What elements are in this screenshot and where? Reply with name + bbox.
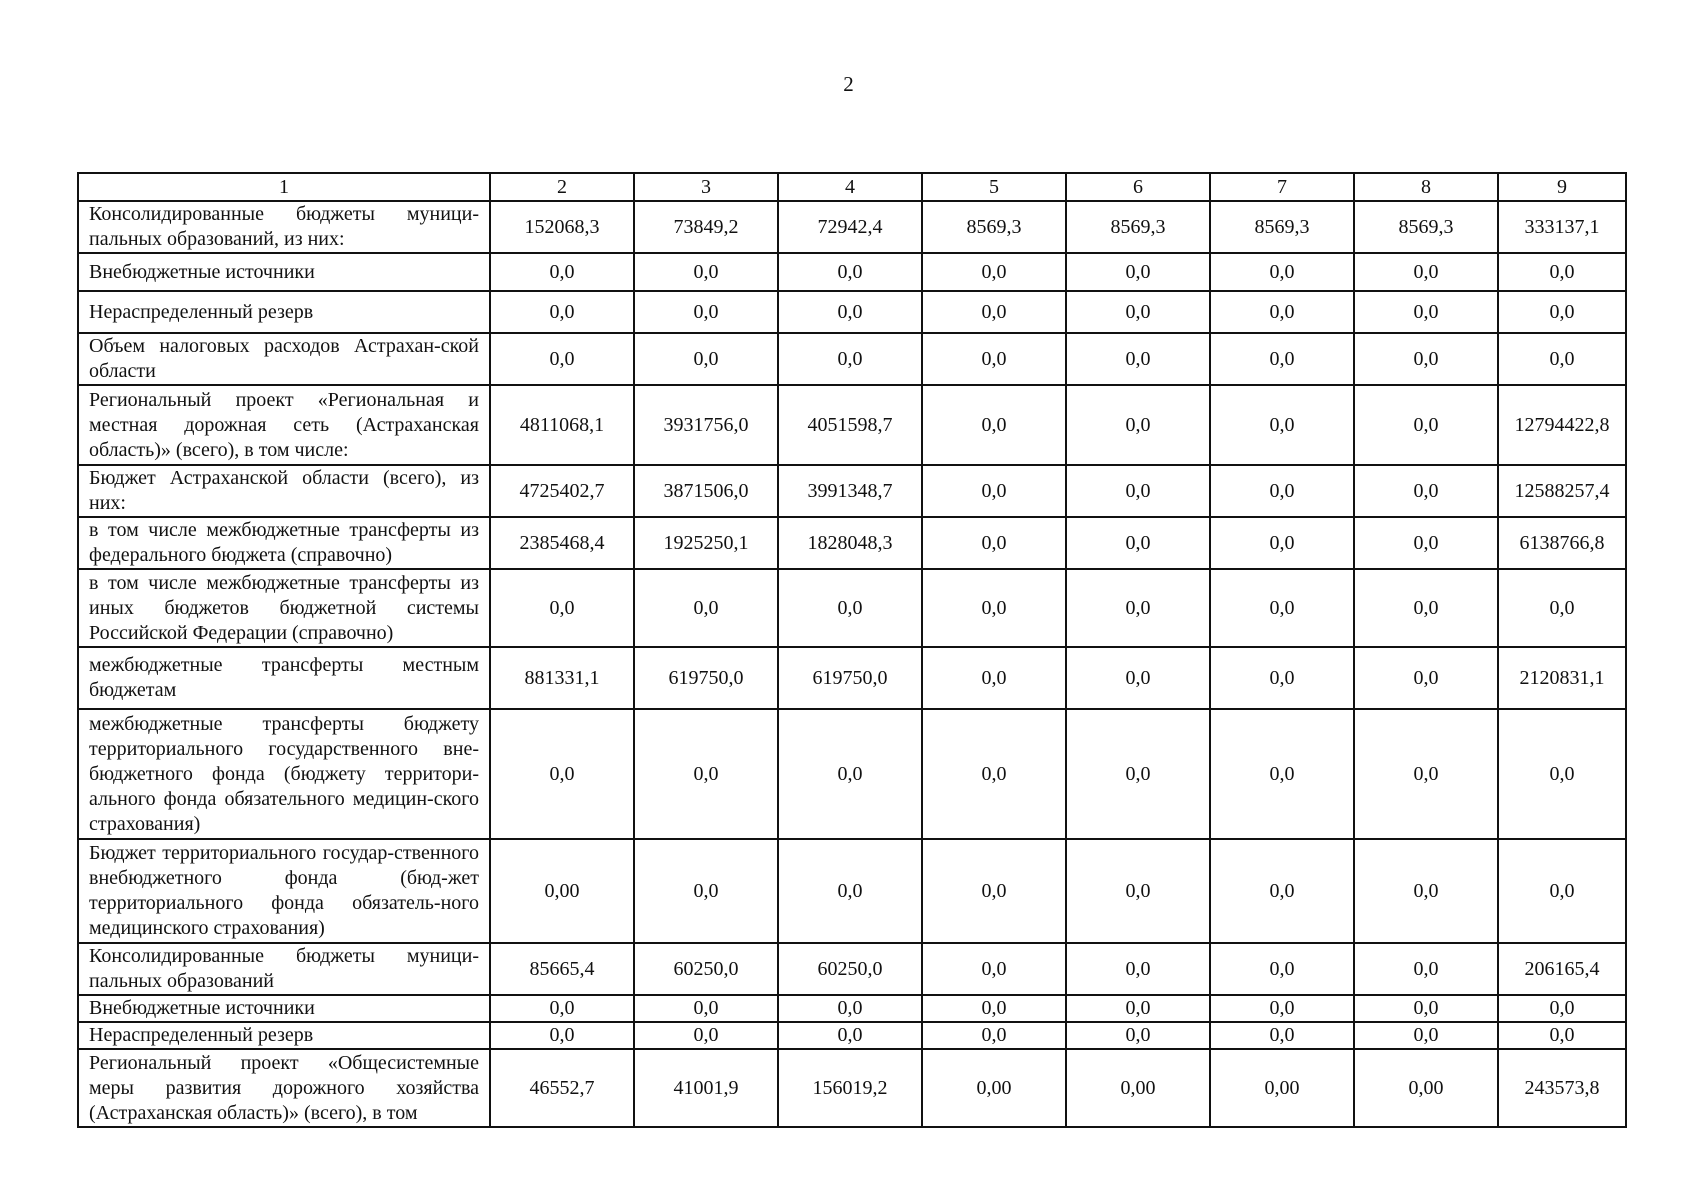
row-label: Региональный проект «Региональная и местная дорожная сеть (Астраханская область)» (всего), в том числе: [78, 385, 490, 465]
value-cell: 0,0 [1354, 253, 1498, 291]
value-cell: 0,0 [1210, 995, 1354, 1022]
value-cell: 0,0 [490, 333, 634, 385]
table-row [78, 465, 1626, 517]
value-cell: 0,0 [922, 253, 1066, 291]
value-cell: 0,0 [490, 569, 634, 647]
value-cell: 0,0 [1066, 291, 1210, 333]
value-cell: 0,0 [490, 995, 634, 1022]
value-cell: 0,0 [922, 647, 1066, 709]
value-cell: 8569,3 [1354, 201, 1498, 253]
budget-table [77, 172, 1627, 1128]
value-cell: 0,0 [1210, 647, 1354, 709]
row-label: Бюджет Астраханской области (всего), из них: [78, 465, 490, 517]
value-cell: 4725402,7 [490, 465, 634, 517]
row-label: Нераспределенный резерв [78, 1022, 490, 1049]
row-label: в том числе межбюджетные трансферты из федерального бюджета (справочно) [78, 517, 490, 569]
value-cell: 72942,4 [778, 201, 922, 253]
row-label: в том числе межбюджетные трансферты из иных бюджетов бюджетной системы Российской Федерации (справочно) [78, 569, 490, 647]
value-cell: 0,0 [1498, 333, 1626, 385]
value-cell: 73849,2 [634, 201, 778, 253]
value-cell: 0,0 [634, 253, 778, 291]
value-cell: 0,0 [1354, 385, 1498, 465]
row-label: межбюджетные трансферты бюджету территориального государственного вне-бюджетного фонда (бюджету территори-ального фонда обязательного медицин-ского страхования) [78, 709, 490, 839]
header-cell: 3 [634, 173, 778, 201]
table-row [78, 943, 1626, 995]
value-cell: 0,00 [1210, 1049, 1354, 1127]
value-cell: 0,0 [1354, 709, 1498, 839]
value-cell: 8569,3 [1066, 201, 1210, 253]
value-cell: 3871506,0 [634, 465, 778, 517]
value-cell: 1828048,3 [778, 517, 922, 569]
table-row [78, 385, 1626, 465]
value-cell: 0,0 [634, 995, 778, 1022]
value-cell: 0,0 [634, 569, 778, 647]
value-cell: 6138766,8 [1498, 517, 1626, 569]
value-cell: 0,00 [922, 1049, 1066, 1127]
value-cell: 0,0 [922, 385, 1066, 465]
value-cell: 0,00 [1354, 1049, 1498, 1127]
value-cell: 0,0 [1354, 647, 1498, 709]
value-cell: 0,0 [1066, 995, 1210, 1022]
value-cell: 0,0 [1498, 709, 1626, 839]
value-cell: 0,00 [490, 839, 634, 943]
table-row [78, 569, 1626, 647]
table-row [78, 333, 1626, 385]
value-cell: 12794422,8 [1498, 385, 1626, 465]
value-cell: 0,0 [922, 569, 1066, 647]
value-cell: 4811068,1 [490, 385, 634, 465]
row-label: Внебюджетные источники [78, 995, 490, 1022]
value-cell: 619750,0 [778, 647, 922, 709]
value-cell: 0,0 [922, 291, 1066, 333]
value-cell: 0,0 [490, 253, 634, 291]
table-row [78, 291, 1626, 333]
header-cell: 5 [922, 173, 1066, 201]
value-cell: 0,0 [634, 709, 778, 839]
value-cell: 156019,2 [778, 1049, 922, 1127]
table-row [78, 1049, 1626, 1127]
value-cell: 0,0 [922, 465, 1066, 517]
value-cell: 0,0 [778, 333, 922, 385]
value-cell: 0,0 [1498, 1022, 1626, 1049]
value-cell: 0,0 [922, 995, 1066, 1022]
row-label: Региональный проект «Общесистемные меры развития дорожного хозяйства (Астраханская область)» (всего), в том [78, 1049, 490, 1127]
value-cell: 0,0 [778, 995, 922, 1022]
value-cell: 60250,0 [634, 943, 778, 995]
value-cell: 0,0 [1354, 517, 1498, 569]
header-cell: 9 [1498, 173, 1626, 201]
value-cell: 0,0 [1498, 995, 1626, 1022]
value-cell: 0,0 [1066, 333, 1210, 385]
value-cell: 0,00 [1066, 1049, 1210, 1127]
value-cell: 0,0 [1210, 465, 1354, 517]
value-cell: 0,0 [1066, 1022, 1210, 1049]
row-label: Внебюджетные источники [78, 253, 490, 291]
value-cell: 3931756,0 [634, 385, 778, 465]
value-cell: 1925250,1 [634, 517, 778, 569]
value-cell: 0,0 [1210, 291, 1354, 333]
value-cell: 3991348,7 [778, 465, 922, 517]
table-row [78, 201, 1626, 253]
value-cell: 0,0 [922, 1022, 1066, 1049]
value-cell: 8569,3 [1210, 201, 1354, 253]
row-label: Консолидированные бюджеты муници-пальных образований, из них: [78, 201, 490, 253]
value-cell: 0,0 [922, 517, 1066, 569]
header-cell: 8 [1354, 173, 1498, 201]
value-cell: 206165,4 [1498, 943, 1626, 995]
value-cell: 0,0 [1210, 517, 1354, 569]
value-cell: 0,0 [490, 1022, 634, 1049]
value-cell: 8569,3 [922, 201, 1066, 253]
value-cell: 0,0 [1498, 253, 1626, 291]
table-row [78, 1022, 1626, 1049]
value-cell: 881331,1 [490, 647, 634, 709]
value-cell: 0,0 [490, 291, 634, 333]
value-cell: 333137,1 [1498, 201, 1626, 253]
value-cell: 41001,9 [634, 1049, 778, 1127]
value-cell: 0,0 [1498, 839, 1626, 943]
value-cell: 46552,7 [490, 1049, 634, 1127]
value-cell: 0,0 [1066, 647, 1210, 709]
value-cell: 0,0 [1354, 569, 1498, 647]
header-cell: 4 [778, 173, 922, 201]
value-cell: 0,0 [778, 291, 922, 333]
row-label: Консолидированные бюджеты муници-пальных образований [78, 943, 490, 995]
value-cell: 0,0 [1210, 253, 1354, 291]
value-cell: 0,0 [1354, 333, 1498, 385]
value-cell: 0,0 [1210, 569, 1354, 647]
value-cell: 60250,0 [778, 943, 922, 995]
table-body [78, 173, 1626, 1127]
header-row [78, 173, 1626, 201]
value-cell: 619750,0 [634, 647, 778, 709]
value-cell: 152068,3 [490, 201, 634, 253]
value-cell: 0,0 [922, 709, 1066, 839]
value-cell: 0,0 [1066, 569, 1210, 647]
value-cell: 2385468,4 [490, 517, 634, 569]
value-cell: 12588257,4 [1498, 465, 1626, 517]
value-cell: 0,0 [634, 839, 778, 943]
page-number: 2 [843, 72, 854, 96]
value-cell: 0,0 [1066, 253, 1210, 291]
header-cell: 7 [1210, 173, 1354, 201]
row-label: межбюджетные трансферты местным бюджетам [78, 647, 490, 709]
row-label: Нераспределенный резерв [78, 291, 490, 333]
value-cell: 0,0 [1354, 943, 1498, 995]
value-cell: 0,0 [778, 253, 922, 291]
value-cell: 0,0 [1210, 385, 1354, 465]
value-cell: 0,0 [1210, 709, 1354, 839]
header-cell: 6 [1066, 173, 1210, 201]
value-cell: 243573,8 [1498, 1049, 1626, 1127]
value-cell: 0,0 [778, 569, 922, 647]
header-cell: 1 [78, 173, 490, 201]
value-cell: 0,0 [1498, 291, 1626, 333]
value-cell: 0,0 [1066, 709, 1210, 839]
value-cell: 0,0 [1066, 517, 1210, 569]
row-label: Объем налоговых расходов Астрахан-ской области [78, 333, 490, 385]
value-cell: 0,0 [1210, 839, 1354, 943]
value-cell: 4051598,7 [778, 385, 922, 465]
value-cell: 0,0 [778, 839, 922, 943]
table-row [78, 839, 1626, 943]
value-cell: 0,0 [1066, 839, 1210, 943]
row-label: Бюджет территориального государ-ственного внебюджетного фонда (бюд-жет территориального фонда обязатель-ного медицинского страхования) [78, 839, 490, 943]
table-row [78, 647, 1626, 709]
value-cell: 0,0 [922, 333, 1066, 385]
value-cell: 0,0 [1066, 385, 1210, 465]
value-cell: 0,0 [1354, 465, 1498, 517]
value-cell: 0,0 [1354, 1022, 1498, 1049]
value-cell: 2120831,1 [1498, 647, 1626, 709]
value-cell: 0,0 [1354, 995, 1498, 1022]
value-cell: 0,0 [634, 1022, 778, 1049]
value-cell: 0,0 [1066, 943, 1210, 995]
value-cell: 0,0 [1210, 1022, 1354, 1049]
value-cell: 0,0 [778, 1022, 922, 1049]
value-cell: 0,0 [1354, 839, 1498, 943]
value-cell: 0,0 [1354, 291, 1498, 333]
value-cell: 0,0 [1498, 569, 1626, 647]
header-cell: 2 [490, 173, 634, 201]
table-row [78, 253, 1626, 291]
value-cell: 85665,4 [490, 943, 634, 995]
value-cell: 0,0 [922, 839, 1066, 943]
table-row [78, 995, 1626, 1022]
value-cell: 0,0 [922, 943, 1066, 995]
value-cell: 0,0 [634, 291, 778, 333]
table-row [78, 709, 1626, 839]
value-cell: 0,0 [1210, 943, 1354, 995]
value-cell: 0,0 [634, 333, 778, 385]
value-cell: 0,0 [778, 709, 922, 839]
value-cell: 0,0 [490, 709, 634, 839]
value-cell: 0,0 [1210, 333, 1354, 385]
table-row [78, 517, 1626, 569]
value-cell: 0,0 [1066, 465, 1210, 517]
